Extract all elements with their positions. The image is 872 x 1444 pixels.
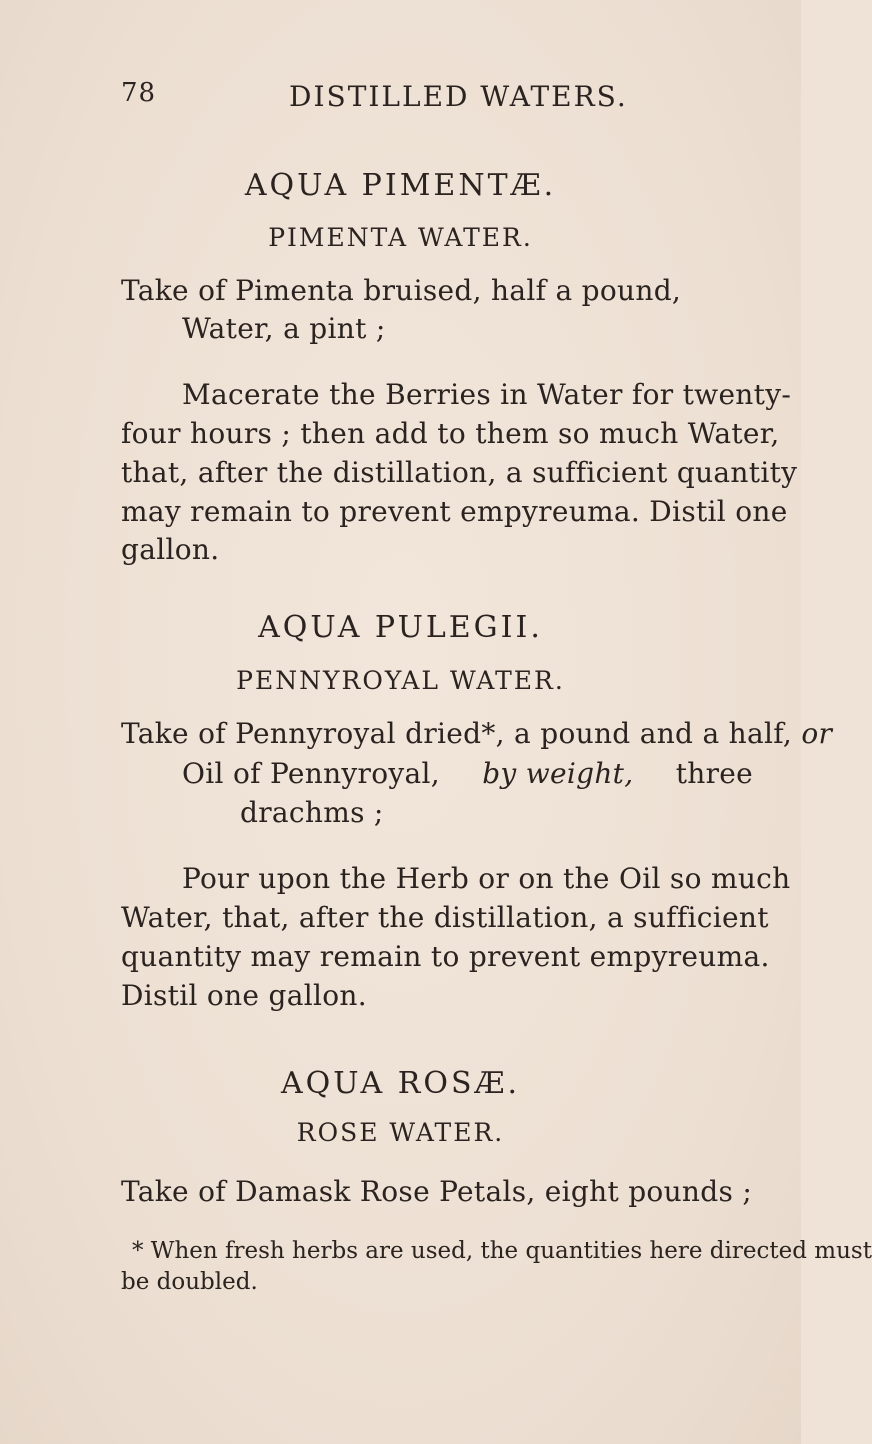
direction-line: Distil one gallon. xyxy=(121,979,367,1012)
ingredient-line: Water, a pint ; xyxy=(182,312,386,345)
ingredient-text: three xyxy=(675,757,753,790)
section-english-title: PIMENTA WATER. xyxy=(268,223,533,252)
direction-line: that, after the distillation, a sufficient quantity xyxy=(121,456,798,489)
footnote-line: be doubled. xyxy=(121,1269,258,1295)
ingredient-text: Oil of Pennyroyal, xyxy=(182,757,440,790)
direction-line: Pour upon the Herb or on the Oil so much xyxy=(182,862,791,895)
direction-line: Macerate the Berries in Water for twenty- xyxy=(182,378,792,411)
ingredient-line: Take of Damask Rose Petals, eight pounds ; xyxy=(121,1175,753,1208)
footnote-line: * When fresh herbs are used, the quantities here directed must xyxy=(132,1238,872,1264)
section-latin-title: AQUA PULEGII. xyxy=(258,610,543,645)
ingredient-line xyxy=(121,717,832,750)
ingredient-line: drachms ; xyxy=(240,796,384,829)
direction-line: may remain to prevent empyreuma. Distil one xyxy=(121,495,788,528)
section-latin-title: AQUA ROSÆ. xyxy=(280,1066,521,1101)
page-number: 78 xyxy=(121,78,157,108)
direction-line: quantity may remain to prevent empyreuma. xyxy=(121,940,770,973)
section-latin-title: AQUA PIMENTÆ. xyxy=(244,168,557,203)
direction-line: gallon. xyxy=(121,533,220,566)
direction-line: four hours ; then add to them so much Water, xyxy=(121,417,780,450)
running-head xyxy=(121,78,681,126)
section-english-title: ROSE WATER. xyxy=(296,1118,505,1147)
running-title: DISTILLED WATERS. xyxy=(289,80,628,113)
direction-line: Water, that, after the distillation, a sufficient xyxy=(121,901,769,934)
ingredient-line xyxy=(182,757,753,790)
ingredient-or: or xyxy=(801,717,833,750)
ingredient-weight-note: by weight, xyxy=(482,757,634,790)
ingredient-line: Take of Pimenta bruised, half a pound, xyxy=(121,274,682,307)
section-english-title: PENNYROYAL WATER. xyxy=(236,666,565,695)
ingredient-text: Take of Pennyroyal dried*, a pound and a half, xyxy=(121,717,793,750)
